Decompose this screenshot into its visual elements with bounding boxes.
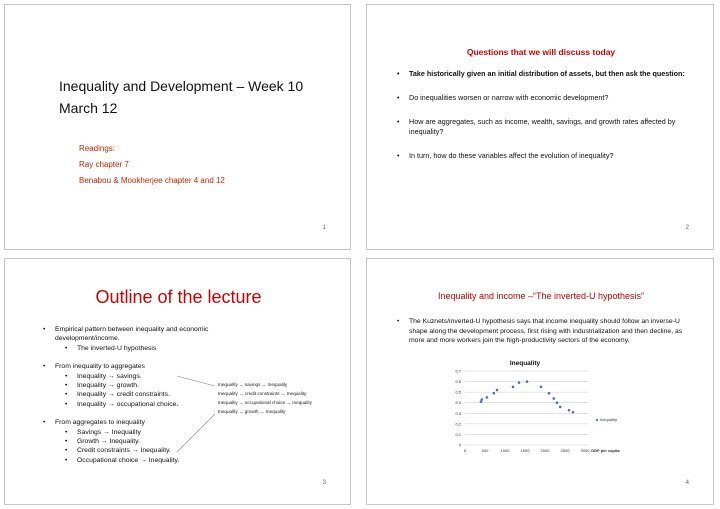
page-number: 2 <box>685 225 689 231</box>
reading-1: Ray chapter 7 <box>79 160 129 169</box>
x-tick-label: 0 <box>463 448 467 453</box>
data-point <box>556 401 559 404</box>
title-line-1: Inequality and Development – Week 10 <box>59 78 304 94</box>
question-item: • In turn, how do these variables affect the evolution of inequality? <box>397 151 697 161</box>
x-axis-label: GDP per capita <box>591 448 620 453</box>
outline-subitem: • Inequality → growth. <box>65 381 233 390</box>
x-tick-label: 2500 <box>560 448 570 453</box>
data-point <box>540 386 543 389</box>
readings-label: Readings: <box>79 144 116 153</box>
side-note: Inequality → savings → Inequality <box>218 382 288 387</box>
kuznets-bullet <box>397 317 692 346</box>
x-tick-label: 1000 <box>500 448 510 453</box>
y-tick-label: 0.6 <box>455 379 461 385</box>
outline-subitem: • Inequality → savings. <box>65 372 233 381</box>
data-point <box>518 381 521 384</box>
inequality-chart <box>445 359 677 459</box>
data-point <box>553 397 556 400</box>
y-tick-label: 0.1 <box>455 431 461 437</box>
x-tick-label: 1500 <box>520 448 530 453</box>
slide-3-title: Outline of the lecture <box>95 287 262 307</box>
data-point <box>548 392 551 395</box>
outline-subitem: • Occupational choice → Inequality. <box>65 456 233 465</box>
outline-subitem: • Inequality → credit constraints. <box>65 390 233 399</box>
y-tick-label: 0 <box>458 442 461 448</box>
data-point <box>526 380 529 383</box>
y-tick-label: 0.4 <box>455 400 461 406</box>
page-number: 1 <box>322 225 326 231</box>
outline-item <box>43 325 233 353</box>
arrow-line <box>177 376 215 386</box>
question-item: • How are aggregates, such as income, wealth, savings, and growth rates affected by inequality? <box>397 117 697 137</box>
outline-item-text: From inequality to aggregates <box>55 363 145 371</box>
data-point <box>568 409 571 412</box>
outline-subitem: • The inverted-U hypothesis <box>65 344 233 353</box>
readings-block <box>79 141 225 189</box>
data-point <box>481 398 484 401</box>
data-point <box>572 411 575 414</box>
outline-subitem: • Inequality → occupational choice. <box>65 400 233 409</box>
data-point <box>496 389 499 392</box>
data-point <box>512 386 515 389</box>
title-line-2: March 12 <box>59 100 118 116</box>
slide-2-title: Questions that we will discuss today <box>466 47 616 57</box>
outline-item-text: From aggregates to inequality <box>55 419 145 427</box>
page-number: 3 <box>322 480 326 486</box>
slide-4-title: Inequality and income –“The inverted-U hypothesis” <box>437 291 645 301</box>
data-point <box>493 392 496 395</box>
x-tick-label: 2000 <box>540 448 550 453</box>
data-point <box>559 406 562 409</box>
y-tick-label: 0.2 <box>455 421 461 427</box>
side-note: Inequality → occupational choice → Inequality <box>218 400 312 405</box>
arrow-line <box>177 414 215 452</box>
outline-subitem: • Growth → Inequality. <box>65 437 233 446</box>
slide-2 <box>366 4 714 250</box>
side-note: Inequality → credit constraints → Inequality <box>218 391 307 396</box>
question-item: • Do inequalities worsen or narrow with economic development? <box>397 93 697 103</box>
slide-3 <box>4 258 351 505</box>
side-note: Inequality → growth → Inequality <box>218 409 286 414</box>
x-tick-label: 3000 <box>580 448 590 453</box>
page-number: 4 <box>685 480 689 486</box>
x-tick-label: 500 <box>481 448 489 453</box>
y-tick-label: 0.7 <box>455 368 461 374</box>
connector-arrows <box>175 374 221 454</box>
data-point <box>486 396 489 399</box>
question-item: • Take historically given an initial distribution of assets, but then ask the question: <box>397 69 697 79</box>
y-tick-label: 0.5 <box>455 389 461 395</box>
questions-list <box>397 69 697 175</box>
outline-subitem: • Credit constraints → Inequality. <box>65 446 233 455</box>
outline-item-text: Empirical pattern between inequality and economic development/income. <box>55 326 209 343</box>
slide-4 <box>366 258 714 505</box>
outline-subitem: • Savings → Inequality <box>65 428 233 437</box>
reading-2: Benabou & Mookherjee chapter 4 and 12 <box>79 176 225 185</box>
y-tick-label: 0.3 <box>455 410 461 416</box>
slide-1-title <box>59 75 303 119</box>
legend-label: Inequality <box>600 417 618 423</box>
slide-1 <box>4 4 351 250</box>
chart-title: Inequality <box>509 360 541 367</box>
legend-marker <box>596 419 598 421</box>
kuznets-text: • The Kuznets/inverted-U hypothesis says that income inequality should follow an inverse-U shape along the development process, first rising with industrialization and then decline, as more and more workers join the high-productivity sectors of the economy. <box>397 317 692 346</box>
